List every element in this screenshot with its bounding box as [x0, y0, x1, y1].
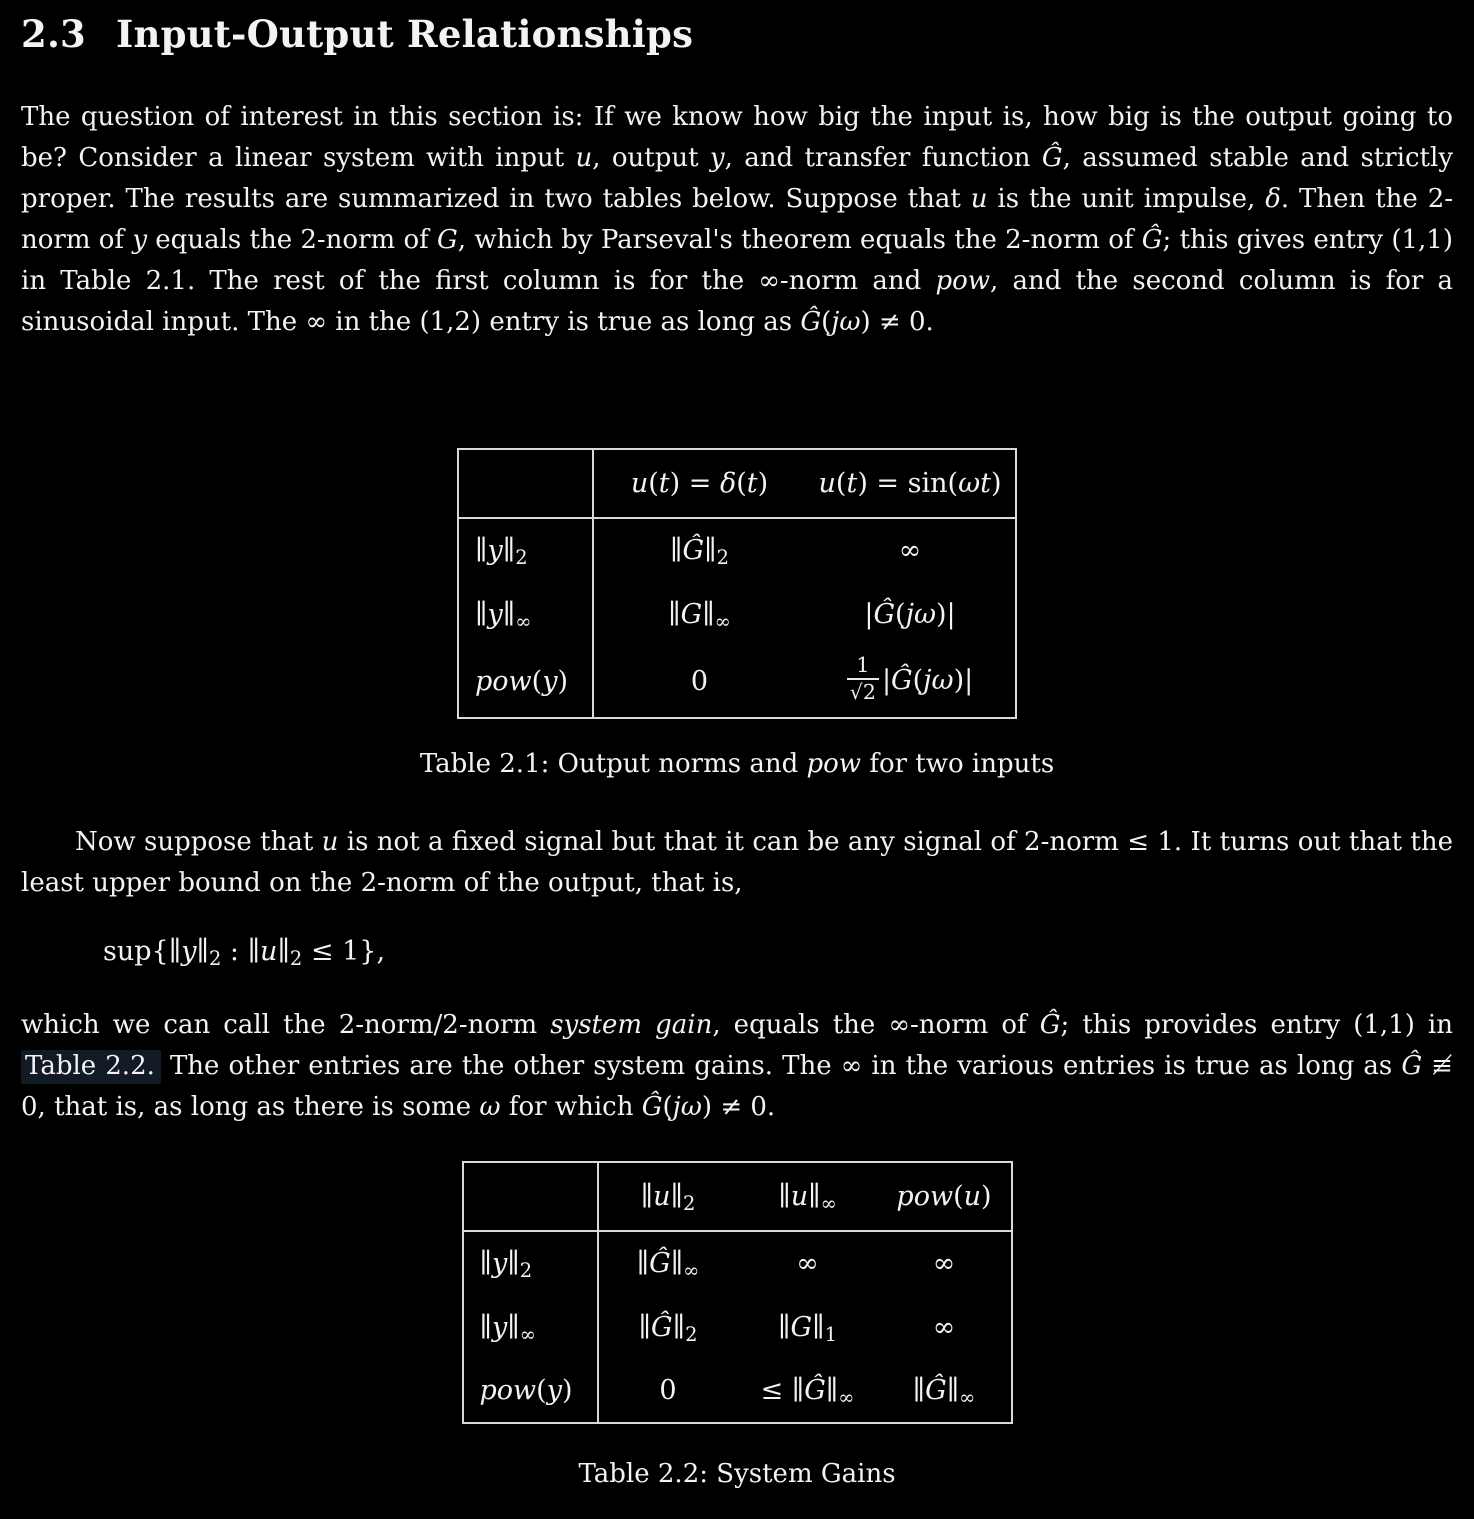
paragraph-sup-intro: Now suppose that u is not a fixed signal but that it can be any signal of 2-norm ≤ 1. It turns out that the least upper bound on the 2-norm of the output, that is, — [21, 827, 1453, 898]
table-2-2-link[interactable]: Table 2.2. — [21, 1050, 161, 1084]
table-cell: ≤ $\parallel Ĝ\parallel_\infty$ — [760, 1375, 855, 1409]
fraction: $\frac{1}{√2}$ — [847, 653, 879, 704]
table-cell: $\parallel G\parallel_1$ — [778, 1311, 837, 1346]
section-heading — [21, 12, 1453, 56]
table-2-1-caption: Table 2.1: Output norms and pow for two inputs — [419, 749, 1055, 779]
section-number: 2.3 — [21, 12, 86, 56]
table-row — [458, 646, 1016, 718]
table-cell: 0 — [659, 1375, 677, 1406]
table-cell: ∞ — [898, 535, 922, 566]
table-2-2-caption: Table 2.2: System Gains — [578, 1459, 896, 1489]
table-2-1-wrapper — [21, 448, 1453, 719]
table-cell: ∞ — [932, 1311, 956, 1343]
paragraph-system-gain: which we can call the 2-norm/2-norm system gain, equals the ∞-norm of Ĝ; this provides entry (1,1) in Table 2.2. The other entries are the other system gains. The ∞ in the various entries is true as long as Ĝ ≢ 0, that is, as long as there is some ω for which Ĝ(jω) ≠ 0. — [21, 1010, 1453, 1122]
table-header-row — [458, 449, 1016, 518]
column-header-cell — [458, 449, 593, 518]
table-header-row — [463, 1162, 1012, 1231]
table-row — [458, 582, 1016, 646]
paragraph-intro: The question of interest in this section is: If we know how big the input is, how big is the output going to be? Consider a linear system with input u, output y, and transfer function Ĝ, assumed stable and strictly proper. The results are summarized in two tables below. Suppose that u is the unit impulse, δ. Then the 2-norm of y equals the 2-norm of G, which by Parseval's theorem equals the 2-norm of Ĝ; this gives entry (1,1) in Table 2.1. The rest of the first column is for the ∞-norm and pow, and the second column is for a sinusoidal input. The ∞ in the (1,2) entry is true as long as Ĝ(jω) ≠ 0. — [21, 102, 1454, 337]
row-header-cell: $\parallel y\parallel_\infty$ — [458, 582, 593, 646]
table-cell: $\parallel Ĝ\parallel_2$ — [670, 535, 729, 569]
column-header-cell — [463, 1162, 598, 1231]
table-row — [463, 1231, 1012, 1295]
column-header-cell: $\parallel u\parallel_2$ — [640, 1181, 696, 1215]
row-header-cell: pow(y) — [463, 1359, 598, 1423]
table-cell: |Ĝ(jω)| — [864, 598, 956, 630]
table-cell: $\frac{1}{√2}$ |Ĝ(jω)| — [805, 646, 1016, 718]
table-cell: $\parallel Ĝ\parallel_2$ — [638, 1311, 698, 1346]
table-2-2-wrapper — [21, 1161, 1453, 1424]
display-formula: $sup\{\parallel y\parallel_2$ : $\parallel u\parallel_2 \le 1$}, — [103, 936, 386, 970]
column-header-cell: u(t) = δ(t) — [630, 468, 769, 499]
table-row — [458, 518, 1016, 582]
row-header-cell: $\parallel y\parallel_\infty$ — [463, 1295, 598, 1359]
row-header-cell: pow(y) — [458, 646, 593, 718]
table-cell: $\parallel G\parallel_\infty$ — [668, 598, 731, 633]
column-header-cell: pow(u) — [896, 1181, 992, 1212]
table-row — [463, 1295, 1012, 1359]
section-title: Input-Output Relationships — [115, 12, 694, 56]
table-2-2 — [462, 1161, 1013, 1424]
row-header-cell: $\parallel y\parallel_2$ — [458, 518, 593, 582]
table-row — [463, 1359, 1012, 1423]
column-header-cell: $\parallel u\parallel_\infty$ — [778, 1181, 837, 1215]
table-cell: 0 — [690, 666, 709, 697]
table-2-1 — [457, 448, 1017, 719]
table-cell: $\parallel Ĝ\parallel_\infty$ — [636, 1248, 700, 1282]
column-header-cell: u(t) = sin(ωt) — [818, 468, 1002, 499]
table-cell: $\parallel Ĝ\parallel_\infty$ — [912, 1375, 976, 1409]
row-header-cell: $\parallel y\parallel_2$ — [463, 1231, 598, 1295]
table-cell: ∞ — [796, 1248, 819, 1279]
table-cell: ∞ — [932, 1248, 956, 1279]
